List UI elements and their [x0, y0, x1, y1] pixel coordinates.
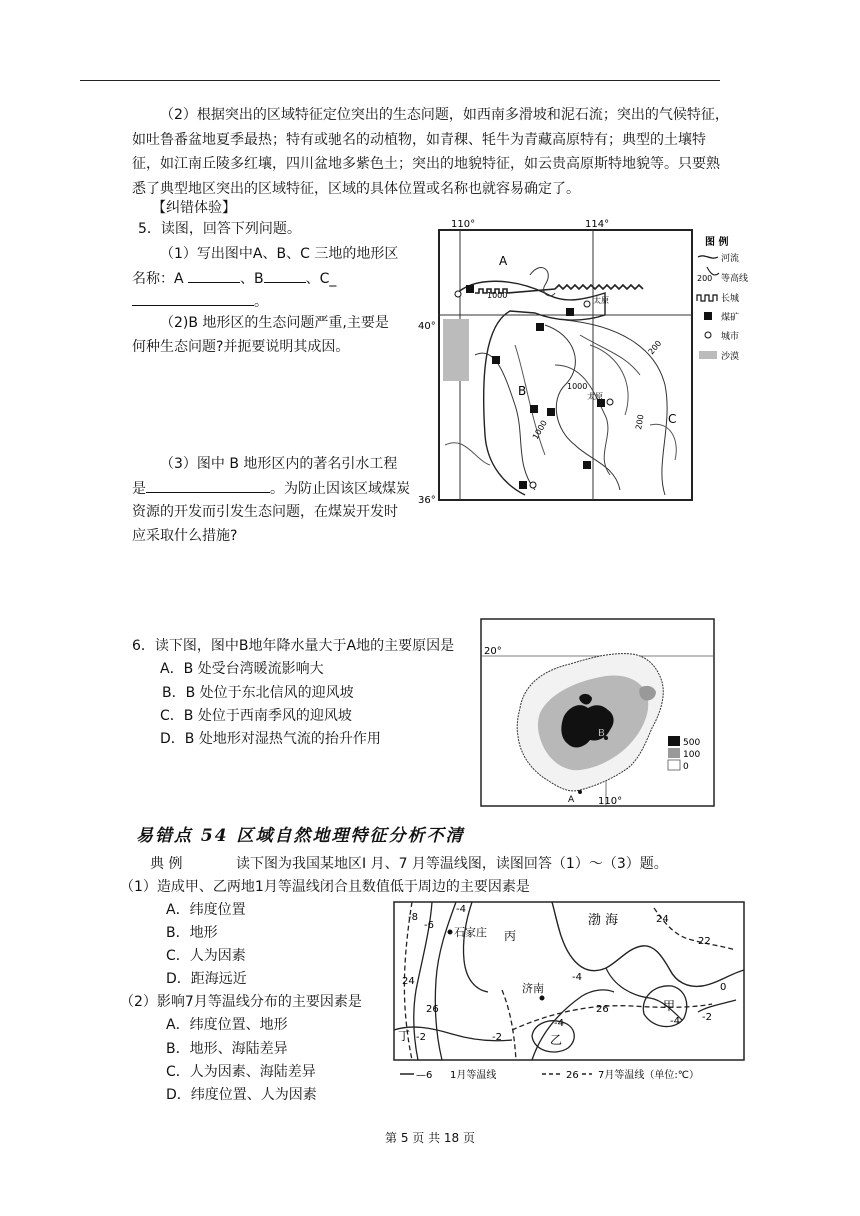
coal-mine [530, 405, 538, 413]
svg-text:C: C [668, 412, 677, 426]
city-jinan [540, 996, 545, 1001]
answer-blank-a[interactable] [188, 268, 240, 283]
map1-frame [439, 230, 692, 500]
svg-text:济南: 济南 [522, 982, 544, 995]
city-shijiazhuang [448, 930, 453, 935]
s54-q1-option-a[interactable]: A．纬度位置 [166, 902, 246, 918]
svg-text:-4: -4 [554, 1018, 564, 1029]
legend-100: 100 [683, 750, 701, 760]
svg-text:110°: 110° [598, 796, 623, 807]
map1-lon-114: 114° [585, 219, 610, 230]
svg-text:1000: 1000 [530, 418, 549, 441]
svg-text:乙: 乙 [550, 1033, 563, 1047]
s54-q2-option-a[interactable]: A．纬度位置、地形 [166, 1017, 288, 1033]
explanation-paragraph: （2）根据突出的区域特征定位突出的生态问题，如西南多滑坡和泥石流；突出的气候特征，如吐鲁番盆地夏季最热；特有或驰名的动植物，如青稞、牦牛为青藏高原特有；典型的土壤特征，如江南丘陵多红壤，四川盆地多紫色土；突出的地貌特征，如云贵高原斯特地貌等。只要熟悉了典型地区突出的区域特征，区域的具体位置或名称也就容易确定了。 [132, 107, 729, 197]
s54-q2-option-c[interactable]: C．人为因素、海陆差异 [166, 1064, 316, 1080]
svg-text:图 例: 图 例 [705, 237, 729, 248]
city-marker [607, 399, 613, 405]
svg-text:-4: -4 [456, 904, 466, 915]
s54-q1-option-c[interactable]: C．人为因素 [166, 948, 246, 964]
svg-text:煤矿: 煤矿 [721, 313, 740, 323]
svg-text:长城: 长城 [721, 294, 740, 304]
example-intro: 读下图为我国某地区I 月、7 月等温线图，读图回答（1）～（3）题。 [236, 856, 668, 872]
svg-text:甲: 甲 [663, 999, 676, 1013]
svg-text:-2: -2 [416, 1032, 426, 1043]
svg-text:24: 24 [656, 914, 669, 925]
answer-blank-project[interactable] [146, 478, 270, 493]
svg-text:7月等温线（单位:℃）: 7月等温线（单位:℃） [598, 1070, 699, 1081]
map1-lat-40: 40° [418, 321, 436, 332]
svg-text:0: 0 [720, 982, 727, 993]
svg-text:太原: 太原 [587, 392, 603, 401]
svg-text:-2: -2 [702, 1012, 712, 1023]
svg-text:1000: 1000 [567, 382, 588, 391]
coal-mine [547, 408, 555, 416]
coal-mine [492, 356, 500, 364]
svg-text:-6: -6 [424, 920, 434, 931]
s54-q2-stem: （2）影响7月等温线分布的主要因素是 [120, 994, 362, 1010]
svg-text:B: B [518, 384, 527, 398]
q5-part3-line3: 资源的开发而引发生态问题，在煤炭开发时 [132, 504, 398, 520]
svg-text:-4: -4 [572, 972, 582, 983]
svg-text:200: 200 [646, 338, 664, 357]
desert-area [443, 319, 469, 381]
example-label: 典 例 [150, 856, 183, 872]
svg-text:20°: 20° [484, 646, 502, 657]
svg-text:200: 200 [697, 274, 713, 283]
svg-text:A: A [499, 254, 508, 268]
hainan-rainfall-map [480, 618, 716, 808]
svg-text:城市: 城市 [721, 332, 740, 342]
q5-part2-line2: 何种生态问题?并扼要说明其成因。 [132, 339, 350, 355]
s54-q1-option-b[interactable]: B．地形 [166, 925, 218, 941]
svg-text:渤 海: 渤 海 [588, 913, 619, 928]
s54-q2-option-b[interactable]: B．地形、海陆差异 [166, 1041, 288, 1057]
section-heading: 易错点 54 区域自然地理特征分析不清 [136, 826, 465, 846]
error-tag: 【纠错体验】 [152, 200, 236, 216]
svg-text:等高线: 等高线 [721, 274, 749, 284]
q5-part3-line1: （3）图中 B 地形区内的著名引水工程 [160, 456, 398, 472]
svg-text:-8: -8 [408, 912, 418, 923]
answer-blank-b[interactable] [264, 268, 306, 283]
coal-mine [466, 285, 474, 293]
map1-lon-110: 110° [451, 219, 476, 230]
svg-text:—6: —6 [416, 1070, 433, 1081]
svg-text:24: 24 [402, 976, 415, 987]
city-marker [455, 291, 461, 297]
coal-mine [536, 323, 544, 331]
city-marker [530, 482, 536, 488]
city-marker [584, 301, 590, 307]
q5-part1-line2: 名称：A 、B 、C_ [132, 268, 336, 289]
s54-q1-option-d[interactable]: D．距海远近 [166, 971, 247, 987]
svg-text:A: A [568, 795, 575, 805]
svg-text:1000: 1000 [487, 291, 508, 300]
s54-q1-stem: （1）造成甲、乙两地1月等温线闭合且数值低于周边的主要因素是 [120, 879, 530, 895]
s54-q2-option-d[interactable]: D．纬度位置、人为因素 [166, 1087, 317, 1103]
map1-lat-36: 36° [418, 495, 436, 506]
coal-mine [583, 461, 591, 469]
page-footer: 第 5 页 共 18 页 [385, 1131, 475, 1145]
svg-text:丁: 丁 [398, 1029, 411, 1043]
q6-option-a[interactable]: A．B 处受台湾暖流影响大 [160, 661, 324, 677]
q5-part3-line4: 应采取什么措施? [132, 528, 238, 544]
svg-text:-2: -2 [492, 1032, 502, 1043]
legend-0: 0 [683, 762, 689, 772]
q5-stem: 5．读图，回答下列问题。 [138, 221, 301, 237]
svg-text:26: 26 [426, 1004, 439, 1015]
coal-mine [566, 308, 574, 316]
svg-text:26: 26 [596, 1004, 609, 1015]
q6-option-d[interactable]: D．B 处地形对湿热气流的抬升作用 [160, 731, 381, 747]
q6-option-c[interactable]: C．B 处位于西南季风的迎风坡 [160, 708, 352, 724]
loess-plateau-map [415, 215, 760, 515]
svg-text:200: 200 [634, 413, 646, 431]
svg-text:B: B [598, 728, 605, 739]
svg-text:河流: 河流 [721, 254, 740, 264]
coal-mine [519, 481, 527, 489]
q5-part1-line3: 。 [132, 291, 268, 312]
q5-part3-line2: 是 。为防止因该区域煤炭 [132, 478, 410, 499]
svg-text:1月等温线: 1月等温线 [450, 1070, 497, 1081]
q6-option-b[interactable]: B．B 处位于东北信风的迎风坡 [162, 685, 354, 701]
isotherm-map [392, 900, 750, 1090]
svg-text:石家庄: 石家庄 [454, 926, 487, 939]
svg-text:丙: 丙 [504, 929, 517, 943]
q5-part2-line1: （2)B 地形区的生态问题严重,主要是 [160, 315, 389, 331]
svg-text:22: 22 [698, 936, 711, 947]
header-rule [80, 80, 720, 81]
q6-stem: 6．读下图，图中B地年降水量大于A地的主要原因是 [132, 638, 455, 654]
svg-text:沙漠: 沙漠 [721, 352, 740, 362]
answer-blank-c[interactable] [132, 291, 254, 306]
svg-text:-4: -4 [670, 1016, 680, 1027]
legend-500: 500 [683, 738, 701, 748]
svg-text:26: 26 [566, 1070, 579, 1081]
q5-part1-line1: （1）写出图中A、B、C 三地的地形区 [160, 246, 399, 262]
svg-text:太原: 太原 [593, 296, 609, 305]
point-a [578, 790, 582, 794]
